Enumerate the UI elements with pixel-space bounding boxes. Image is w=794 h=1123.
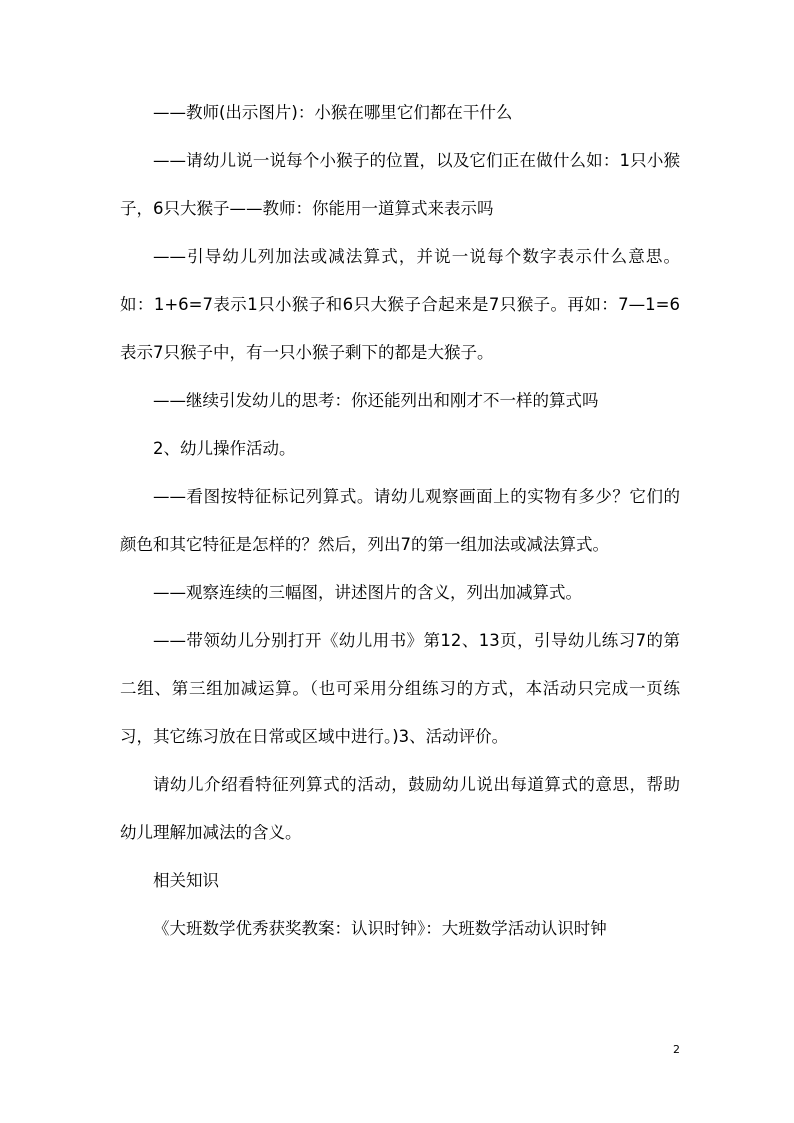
paragraph-book-practice: ——带领幼儿分别打开《幼儿用书》第12、13页，引导幼儿练习7的第二组、第三组加减运算。（也可采用分组练习的方式，本活动只完成一页练习，其它练习放在日常或区域中进行。)3、活动评价。 [120,631,680,746]
paragraph-teacher-question: ——教师(出示图片)：小猴在哪里它们都在干什么 [153,103,513,122]
paragraph-equation-guidance: ——引导幼儿列加法或减法算式，并说一说每个数字表示什么意思。如：1+6=7表示1只小猴子和6只大猴子合起来是7只猴子。再如：7—1=6表示7只猴子中，有一只小猴子剩下的都是大猴子。 [120,247,680,362]
section-heading-operation-activity: 2、幼儿操作活动。 [153,439,296,458]
related-knowledge-heading: 相关知识 [153,871,219,890]
paragraph-evaluation: 请幼儿介绍看特征列算式的活动，鼓励幼儿说出每道算式的意思，帮助幼儿理解加减法的含义。 [120,775,680,842]
related-lesson-link-text: 《大班数学优秀获奖教案：认识时钟》：大班数学活动认识时钟 [153,919,607,938]
page-number: 2 [673,1043,680,1056]
paragraph-monkey-positions: ——请幼儿说一说每个小猴子的位置，以及它们正在做什么如：1只小猴子，6只大猴子——教师：你能用一道算式来表示吗 [120,151,680,218]
paragraph-three-pictures: ——观察连续的三幅图，讲述图片的含义，列出加减算式。 [153,583,582,602]
paragraph-feature-marking: ——看图按特征标记列算式。请幼儿观察画面上的实物有多少？它们的颜色和其它特征是怎样的？然后，列出7的第一组加法或减法算式。 [120,487,680,554]
document-body [120,89,680,953]
paragraph-further-thinking: ——继续引发幼儿的思考：你还能列出和刚才不一样的算式吗 [153,391,599,410]
